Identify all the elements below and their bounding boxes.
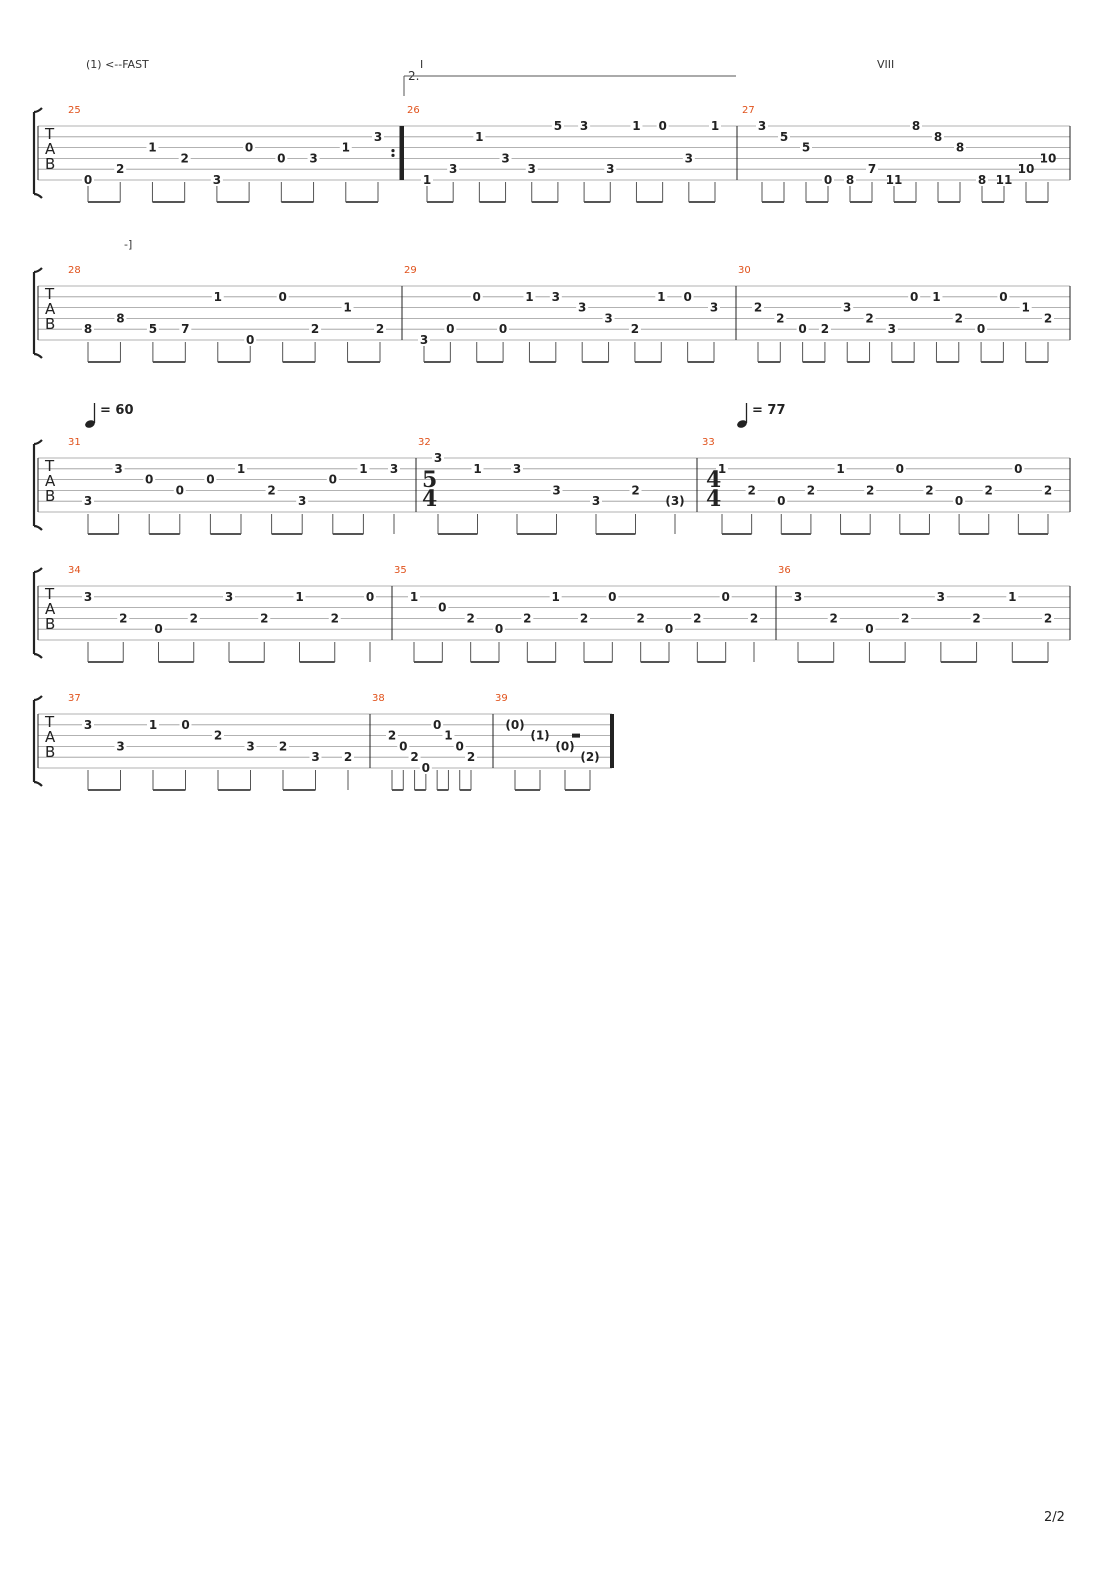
fret-number: (2) — [580, 750, 600, 765]
tab-clef-letter: A — [45, 300, 56, 318]
fret-number: 1 — [148, 717, 158, 732]
time-signature-top: 4 — [706, 467, 722, 493]
fret-number: 3 — [887, 322, 897, 337]
measure-number: 26 — [407, 105, 420, 116]
fret-number: 3 — [709, 300, 719, 315]
fret-number: 3 — [298, 494, 307, 509]
fret-number: 2 — [410, 750, 419, 765]
tab-clef-letter: B — [45, 743, 56, 761]
fret-number: 8 — [955, 140, 965, 155]
fret-number: 3 — [606, 162, 615, 177]
fret-number: 0 — [277, 151, 286, 166]
fret-number: 0 — [365, 589, 375, 604]
fret-number: 3 — [83, 717, 93, 732]
fret-number: 1 — [932, 289, 941, 304]
time-signature-4-4 — [706, 467, 721, 512]
fret-number: 3 — [83, 589, 93, 604]
fret-number: 0 — [1014, 461, 1023, 476]
tab-clef-letter: A — [45, 600, 56, 618]
fret-number: 1 — [359, 461, 368, 476]
tempo-value: = 60 — [100, 403, 134, 418]
position-eight-label: VIII — [877, 58, 895, 71]
fret-number: 2 — [693, 611, 702, 626]
fret-number: 3 — [591, 494, 601, 509]
fret-number: 1 — [148, 140, 157, 155]
fret-number: 8 — [83, 322, 93, 337]
fret-number: 7 — [181, 322, 190, 337]
fret-number: 0 — [328, 472, 337, 487]
fret-number: 0 — [683, 289, 692, 304]
fret-number: 3 — [604, 311, 613, 326]
fret-number: 3 — [552, 483, 561, 498]
final-barline — [610, 714, 614, 768]
tempo-mark-60 — [84, 403, 133, 429]
fret-number: 0 — [83, 173, 93, 187]
fret-number: 3 — [527, 162, 536, 177]
fret-number: 0 — [658, 119, 667, 133]
fret-number: 0 — [976, 322, 986, 337]
fret-number: 0 — [895, 461, 904, 476]
fret-number: 0 — [244, 140, 254, 155]
fret-number: 2 — [310, 322, 320, 337]
measure-number: 39 — [495, 693, 508, 704]
fret-number: 1 — [710, 119, 720, 133]
tab-clef-letter: T — [45, 285, 55, 303]
repeat-dot — [391, 149, 394, 152]
fret-number: 0 — [421, 761, 431, 775]
tab-clef-letter: B — [45, 315, 56, 333]
fret-number: 0 — [206, 472, 215, 487]
fret-number: 0 — [954, 494, 964, 509]
fret-number: 2 — [1043, 483, 1053, 498]
stems-layer — [88, 182, 1048, 790]
fret-number: 3 — [246, 739, 255, 754]
fret-number: 2 — [866, 483, 875, 498]
fret-number: 2 — [523, 611, 532, 626]
fret-number: 5 — [553, 119, 563, 133]
fret-number: 3 — [114, 461, 123, 476]
fret-number: 8 — [911, 119, 921, 133]
fret-number: 0 — [246, 333, 255, 347]
fret-number: 0 — [999, 289, 1008, 304]
measure-number: 28 — [68, 265, 81, 276]
fret-number: 0 — [498, 322, 508, 337]
repeat-dot — [391, 154, 394, 157]
fret-number: 3 — [793, 589, 803, 604]
fret-number: 2 — [1043, 311, 1053, 326]
fret-number: 0 — [145, 472, 154, 487]
page-number: 2/2 — [1044, 1510, 1065, 1525]
fret-number: 3 — [449, 162, 458, 177]
time-signature-top: 5 — [422, 467, 438, 493]
fret-number: 3 — [501, 151, 510, 166]
fret-number: 2 — [806, 483, 816, 498]
fret-number: 2 — [631, 483, 640, 498]
fret-number: 3 — [936, 589, 946, 604]
fret-number: 1 — [341, 140, 350, 155]
fret-number: 8 — [933, 129, 943, 144]
tempo-mark-77 — [736, 403, 785, 429]
fret-number: 0 — [909, 289, 919, 304]
ending-two-label: 2. — [408, 69, 420, 83]
fret-number: 0 — [472, 289, 481, 304]
fret-number: 1 — [1008, 589, 1017, 604]
fret-number: 3 — [311, 750, 320, 765]
fret-number: 2 — [343, 750, 353, 765]
fret-number: 2 — [119, 611, 128, 626]
fret-number: 0 — [865, 622, 874, 637]
measure-number: 32 — [418, 437, 431, 448]
fret-number: 2 — [375, 322, 385, 337]
measure-number: 29 — [404, 265, 417, 276]
fret-number: 2 — [466, 611, 475, 626]
fret-number: 2 — [829, 611, 838, 626]
fret-number: 2 — [636, 611, 645, 626]
fret-number: 1 — [836, 461, 845, 476]
staff-lines-layer — [34, 108, 1070, 786]
fret-number: 2 — [925, 483, 934, 498]
repeat-barline — [400, 126, 404, 180]
fret-number: 7 — [867, 162, 877, 177]
fret-number: 0 — [432, 717, 442, 732]
fret-number: 1 — [444, 728, 453, 743]
bracket-end-annotation: -] — [124, 238, 133, 251]
tab-clef-letter: T — [45, 585, 55, 603]
fret-number: 2 — [330, 611, 339, 626]
fret-number: 3 — [83, 494, 93, 509]
fret-number: 2 — [747, 483, 756, 498]
fret-number: 1 — [422, 173, 432, 187]
measure-number: 35 — [394, 565, 407, 576]
fret-number: 2 — [900, 611, 910, 626]
fret-number: 2 — [753, 300, 763, 315]
fret-number: 0 — [278, 289, 287, 304]
fret-number: 2 — [116, 162, 125, 177]
fret-number: 3 — [433, 451, 443, 465]
measure-number: 38 — [372, 693, 385, 704]
fret-number: 1 — [236, 461, 246, 476]
tab-clef-letter: B — [45, 615, 56, 633]
fret-number: 1 — [213, 289, 222, 304]
fret-number: 1 — [632, 119, 641, 133]
measure-number: 30 — [738, 265, 751, 276]
fret-number: 1 — [551, 589, 560, 604]
time-signature-bottom: 4 — [706, 486, 722, 512]
fret-number: 1 — [473, 461, 482, 476]
fret-number: 0 — [399, 739, 408, 754]
fret-number: 3 — [512, 461, 522, 476]
fret-number: 2 — [776, 311, 785, 326]
tab-clef-letter: B — [45, 487, 56, 505]
fret-number: 2 — [972, 611, 981, 626]
fret-number: 1 — [475, 129, 484, 144]
fret-number: 0 — [608, 589, 617, 604]
fret-number: 10 — [1017, 162, 1035, 177]
fret-number: 2 — [865, 311, 874, 326]
fret-number: 0 — [181, 717, 190, 732]
fret-number: 3 — [578, 300, 587, 315]
time-signature-5-4 — [422, 467, 437, 512]
fret-number: 3 — [309, 151, 318, 166]
fret-number: 8 — [116, 311, 125, 326]
measure-number: 37 — [68, 693, 81, 704]
fret-number: 11 — [995, 173, 1013, 187]
fret-number: 2 — [749, 611, 759, 626]
tab-clef-letter: A — [45, 472, 56, 490]
fret-number: 2 — [820, 322, 830, 337]
fret-number: 3 — [224, 589, 234, 604]
fret-number: 0 — [175, 483, 184, 498]
measure-number: 36 — [778, 565, 791, 576]
position-one-label: I — [420, 58, 424, 71]
fret-number: 1 — [409, 589, 419, 604]
fret-number: 2 — [630, 322, 640, 337]
text-layer — [44, 105, 1056, 775]
fret-number: 2 — [1043, 611, 1053, 626]
fret-number: 5 — [148, 322, 158, 337]
measure-number: 34 — [68, 565, 81, 576]
time-signature-bottom: 4 — [422, 486, 438, 512]
tab-clef-letter: T — [45, 457, 55, 475]
fret-number: 1 — [1021, 300, 1030, 315]
fret-number: 0 — [154, 622, 163, 637]
fret-number: (1) — [530, 728, 550, 743]
measure-number: 31 — [68, 437, 81, 448]
fret-number: 0 — [823, 173, 833, 187]
fret-number: 1 — [295, 589, 304, 604]
fret-number: 3 — [116, 739, 125, 754]
measure-number: 33 — [702, 437, 715, 448]
fret-number: 8 — [845, 173, 855, 187]
fret-number: 3 — [389, 461, 399, 476]
fret-number: 5 — [779, 129, 789, 144]
fret-number: 2 — [466, 750, 476, 765]
fret-number: 3 — [551, 289, 560, 304]
tab-clef-letter: B — [45, 155, 56, 173]
fret-number: 2 — [954, 311, 963, 326]
fret-number: 2 — [267, 483, 276, 498]
fret-number: 5 — [801, 140, 811, 155]
fret-number: (0) — [555, 739, 575, 754]
fret-number: 0 — [446, 322, 455, 337]
fret-number: (3) — [665, 494, 685, 509]
fret-number: 0 — [494, 622, 504, 637]
fret-number: 2 — [387, 728, 397, 743]
fret-number: 11 — [885, 173, 903, 187]
fret-number: 3 — [843, 300, 852, 315]
tab-clef-letter: T — [45, 713, 55, 731]
fret-number: 3 — [373, 129, 383, 144]
fret-number: 2 — [213, 728, 223, 743]
fret-number: 0 — [455, 739, 464, 754]
fret-number: (0) — [505, 717, 525, 732]
fret-number: 10 — [1039, 151, 1057, 166]
fret-number: 2 — [180, 151, 189, 166]
fret-number: 2 — [984, 483, 993, 498]
fret-number: 2 — [189, 611, 198, 626]
fret-number: 1 — [343, 300, 352, 315]
fret-number: 1 — [657, 289, 666, 304]
fret-number: 3 — [212, 173, 222, 187]
fret-number: 8 — [977, 173, 987, 187]
fast-annotation: (1) <--FAST — [86, 58, 149, 71]
measure-number: 27 — [742, 105, 755, 116]
tab-clef-letter: T — [45, 125, 55, 143]
fret-number: 3 — [684, 151, 693, 166]
fret-number: 3 — [757, 119, 767, 133]
fret-number: 1 — [525, 289, 534, 304]
fret-number: 0 — [721, 589, 730, 604]
fret-number: 2 — [278, 739, 288, 754]
tempo-value: = 77 — [752, 403, 786, 418]
fret-number: 2 — [579, 611, 589, 626]
fret-number: 0 — [438, 600, 447, 615]
measure-number: 25 — [68, 105, 81, 116]
fret-number: 1 — [717, 461, 727, 476]
fret-number: 3 — [579, 119, 589, 133]
fret-number: 0 — [664, 622, 674, 637]
fret-number: 0 — [777, 494, 786, 509]
tab-clef-letter: A — [45, 140, 56, 158]
fret-number: 2 — [260, 611, 269, 626]
tab-clef-letter: A — [45, 728, 56, 746]
fret-number: 0 — [798, 322, 807, 337]
half-rest — [572, 734, 580, 738]
fret-number: 3 — [419, 333, 429, 347]
